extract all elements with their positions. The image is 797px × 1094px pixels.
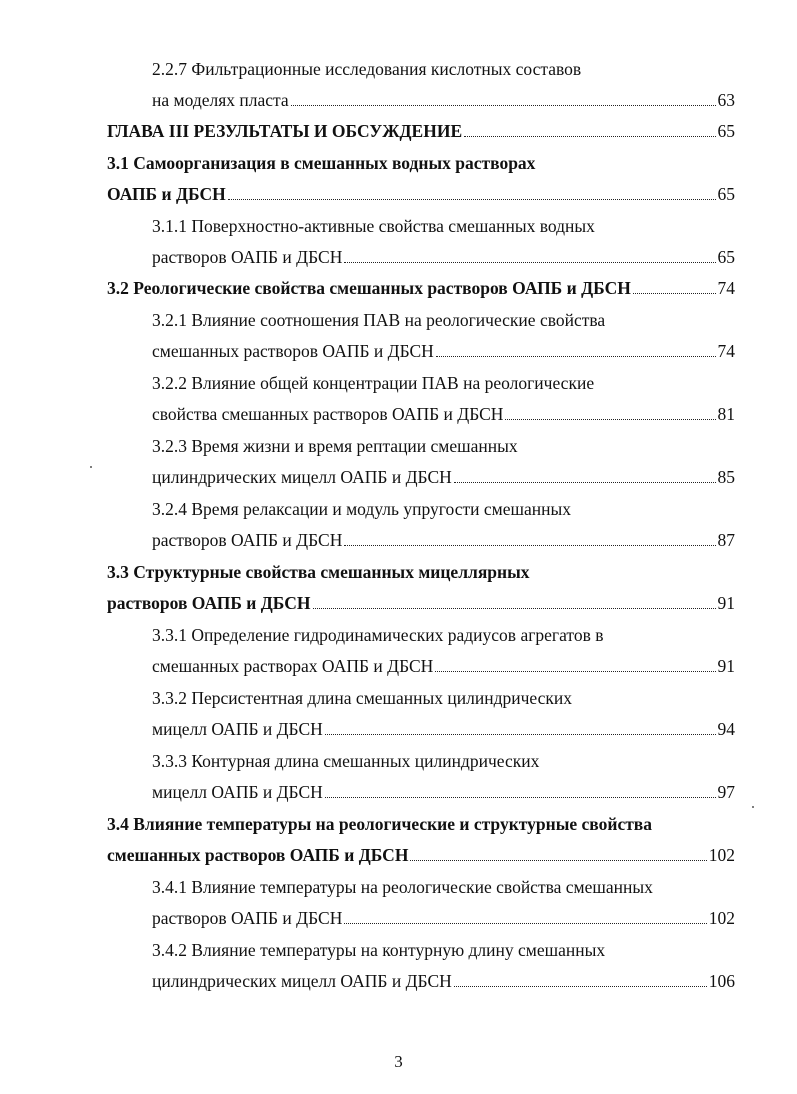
toc-page-number: 85 xyxy=(717,467,735,487)
toc-entry-3-3 xyxy=(107,590,735,616)
toc-page-number: 74 xyxy=(717,278,735,298)
dot-leader xyxy=(435,671,715,672)
toc-page-number: 87 xyxy=(717,530,735,550)
toc-page-number: 94 xyxy=(717,719,735,739)
toc-entry-3-2-4 xyxy=(152,527,735,553)
dot-leader xyxy=(464,136,715,137)
toc-page-number: 102 xyxy=(708,908,735,928)
dot-leader xyxy=(454,482,716,483)
toc-entry-title: смешанных растворов ОАПБ и ДБСН xyxy=(152,341,434,361)
toc-entry-title: смешанных растворов ОАПБ и ДБСН xyxy=(107,845,409,865)
dot-leader xyxy=(313,608,716,609)
toc-entry-3-3-1-line1: 3.3.1 Определение гидродинамических радиусов агрегатов в xyxy=(152,625,604,645)
toc-entry-3-4 xyxy=(107,842,735,868)
toc-entry-3-3-2-line1: 3.3.2 Персистентная длина смешанных цилиндрических xyxy=(152,688,572,708)
toc-entry-title: цилиндрических мицелл ОАПБ и ДБСН xyxy=(152,467,452,487)
toc-entry-2-2-7 xyxy=(152,87,735,113)
toc-page-number: 65 xyxy=(717,184,735,204)
toc-entry-title: растворов ОАПБ и ДБСН xyxy=(152,247,343,267)
dot-leader xyxy=(410,860,706,861)
dot-leader xyxy=(344,262,715,263)
toc-entry-3-2-3 xyxy=(152,464,735,490)
toc-entry-3-3-2 xyxy=(152,716,735,742)
toc-page-number: 63 xyxy=(717,90,735,110)
toc-page-number: 65 xyxy=(717,121,735,141)
dot-leader xyxy=(454,986,707,987)
dot-leader xyxy=(436,356,716,357)
toc-entry-title: растворов ОАПБ и ДБСН xyxy=(152,530,343,550)
toc-entry-title: на моделях пласта xyxy=(152,90,289,110)
dot-leader xyxy=(325,734,716,735)
toc-page-number: 91 xyxy=(717,593,735,613)
toc-entry-3-2 xyxy=(107,275,735,301)
toc-entry-chapter-3 xyxy=(107,118,735,144)
toc-entry-title: 3.2 Реологические свойства смешанных растворов ОАПБ и ДБСН xyxy=(107,278,631,298)
dot-leader xyxy=(505,419,715,420)
toc-entry-title: ГЛАВА III РЕЗУЛЬТАТЫ И ОБСУЖДЕНИЕ xyxy=(107,121,463,141)
toc-entry-3-2-2-line1: 3.2.2 Влияние общей концентрации ПАВ на реологические xyxy=(152,373,595,393)
toc-entry-3-4-2-line1: 3.4.2 Влияние температуры на контурную длину смешанных xyxy=(152,940,606,960)
scan-speck xyxy=(90,466,92,468)
toc-entry-3-1-line1: 3.1 Самоорганизация в смешанных водных растворах xyxy=(107,153,536,173)
toc-entry-title: мицелл ОАПБ и ДБСН xyxy=(152,782,323,802)
scan-speck xyxy=(752,806,754,808)
toc-entry-3-3-3-line1: 3.3.3 Контурная длина смешанных цилиндрических xyxy=(152,751,540,771)
page-number: 3 xyxy=(394,1052,403,1071)
toc-entry-3-1-1-line1: 3.1.1 Поверхностно-активные свойства смешанных водных xyxy=(152,216,595,236)
toc-page-number: 106 xyxy=(708,971,735,991)
dot-leader xyxy=(633,293,716,294)
toc-page-number: 74 xyxy=(717,341,735,361)
toc-entry-3-3-line1: 3.3 Структурные свойства смешанных мицеллярных xyxy=(107,562,530,582)
toc-entry-3-4-1 xyxy=(152,905,735,931)
dot-leader xyxy=(344,923,706,924)
dot-leader xyxy=(344,545,715,546)
toc-entry-3-2-3-line1: 3.2.3 Время жизни и время рептации смешанных xyxy=(152,436,518,456)
toc-entry-title: растворов ОАПБ и ДБСН xyxy=(107,593,311,613)
toc-entry-3-2-2 xyxy=(152,401,735,427)
toc-entry-3-2-4-line1: 3.2.4 Время релаксации и модуль упругости смешанных xyxy=(152,499,571,519)
toc-entry-3-3-1 xyxy=(152,653,735,679)
toc-entry-2-2-7-line1: 2.2.7 Фильтрационные исследования кислотных составов xyxy=(152,59,582,79)
toc-entry-3-2-1 xyxy=(152,338,735,364)
toc-page-number: 97 xyxy=(717,782,735,802)
toc-page-number: 65 xyxy=(717,247,735,267)
toc-entry-3-3-3 xyxy=(152,779,735,805)
toc-entry-3-4-1-line1: 3.4.1 Влияние температуры на реологические свойства смешанных xyxy=(152,877,653,897)
toc-entry-title: мицелл ОАПБ и ДБСН xyxy=(152,719,323,739)
toc-entry-3-4-line1: 3.4 Влияние температуры на реологические и структурные свойства xyxy=(107,814,653,834)
toc-entry-title: смешанных растворах ОАПБ и ДБСН xyxy=(152,656,434,676)
toc-entry-3-2-1-line1: 3.2.1 Влияние соотношения ПАВ на реологические свойства xyxy=(152,310,606,330)
dot-leader xyxy=(325,797,716,798)
dot-leader xyxy=(228,199,716,200)
dot-leader xyxy=(291,105,716,106)
toc-entry-title: ОАПБ и ДБСН xyxy=(107,184,226,204)
toc-page-number: 81 xyxy=(717,404,735,424)
toc-entry-title: свойства смешанных растворов ОАПБ и ДБСН xyxy=(152,404,504,424)
toc-entry-title: цилиндрических мицелл ОАПБ и ДБСН xyxy=(152,971,452,991)
toc-page-number: 102 xyxy=(708,845,735,865)
toc-page-number: 91 xyxy=(717,656,735,676)
toc-entry-3-1-1 xyxy=(152,244,735,270)
toc-entry-3-1 xyxy=(107,181,735,207)
toc-entry-3-4-2 xyxy=(152,968,735,994)
toc-entry-title: растворов ОАПБ и ДБСН xyxy=(152,908,343,928)
